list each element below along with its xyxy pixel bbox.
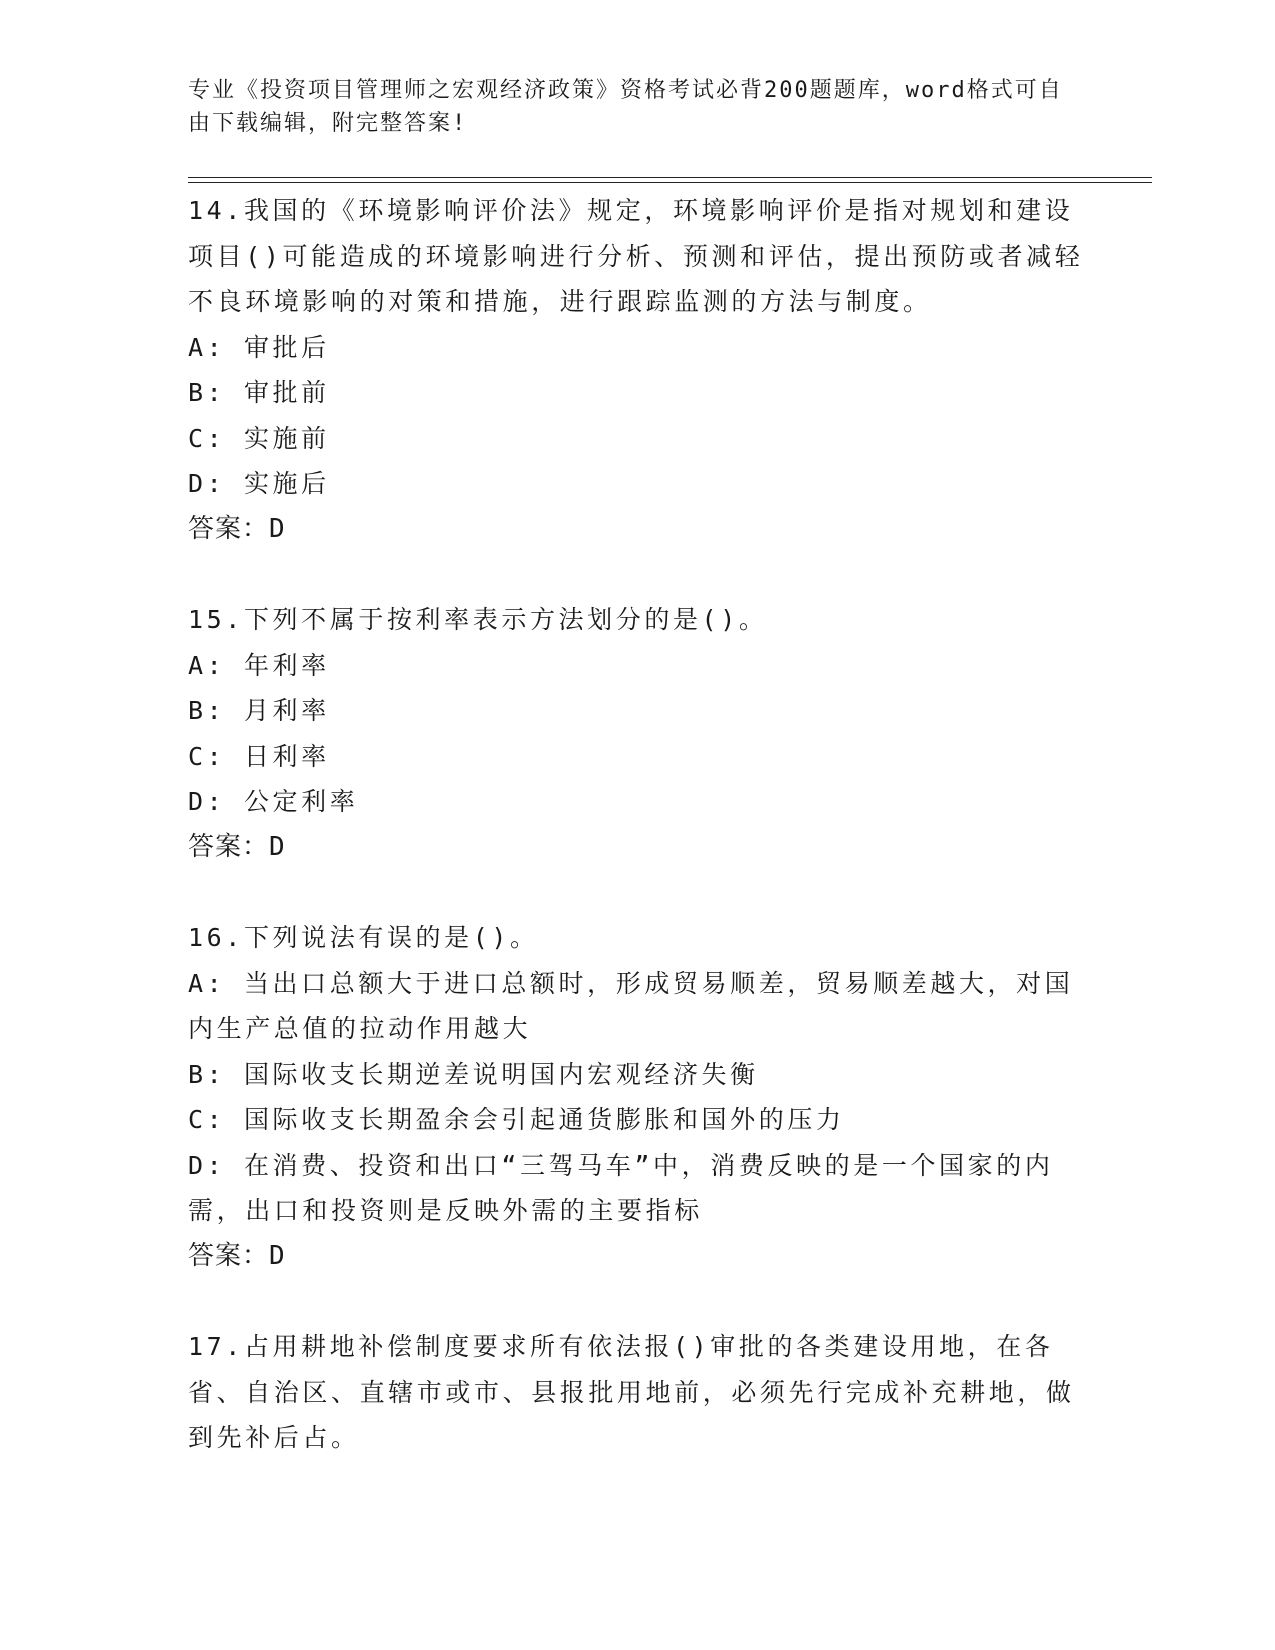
answer [188,1234,1088,1280]
question-16 [188,915,1088,1279]
option-b: B: 国际收支长期逆差说明国内宏观经济失衡 [188,1059,759,1089]
option-a: A: 当出口总额大于进口总额时，形成贸易顺差，贸易顺差越大，对国内生产总值的拉动作用越大 [188,968,1074,1043]
option-c: C: 实施前 [188,423,330,453]
question-list [188,188,1088,1506]
answer-label: 答案： [188,831,270,862]
answer-value: D [269,513,286,544]
option-a: A: 年利率 [188,650,330,680]
question-stem: 16.下列说法有误的是()。 [188,923,539,952]
question-stem: 14.我国的《环境影响评价法》规定，环境影响评价是指对规划和建设项目()可能造成的环境影响进行分析、预测和评估，提出预防或者减轻不良环境影响的对策和措施，进行跟踪监测的方法与制度。 [188,196,1084,316]
answer [188,507,1088,553]
header-divider-bottom [188,182,1152,183]
answer-value: D [269,831,286,862]
question-15 [188,597,1088,870]
question-stem: 15.下列不属于按利率表示方法划分的是()。 [188,605,768,634]
option-b: B: 审批前 [188,378,330,407]
document-header: 专业《投资项目管理师之宏观经济政策》资格考试必背200题题库，word格式可自由下载编辑，附完整答案! [188,78,1063,136]
option-d: D: 在消费、投资和出口“三驾马车”中，消费反映的是一个国家的内需，出口和投资则是反映外需的主要指标 [188,1150,1054,1225]
option-a: A: 审批后 [188,332,330,362]
answer-label: 答案： [188,513,270,544]
answer-label: 答案： [188,1240,270,1271]
header-divider-top [188,177,1152,178]
option-d: D: 实施后 [188,469,330,498]
option-c: C: 国际收支长期盈余会引起通货膨胀和国外的压力 [188,1105,845,1134]
question-stem: 17.占用耕地补偿制度要求所有依法报()审批的各类建设用地，在各省、自治区、直辖市或市、县报批用地前，必须先行完成补充耕地，做到先补后占。 [188,1332,1075,1452]
option-d: D: 公定利率 [188,787,359,816]
answer [188,825,1088,871]
option-b: B: 月利率 [188,696,330,725]
answer-value: D [269,1240,286,1271]
option-c: C: 日利率 [188,741,330,771]
question-14 [188,188,1088,552]
question-17 [188,1324,1088,1461]
